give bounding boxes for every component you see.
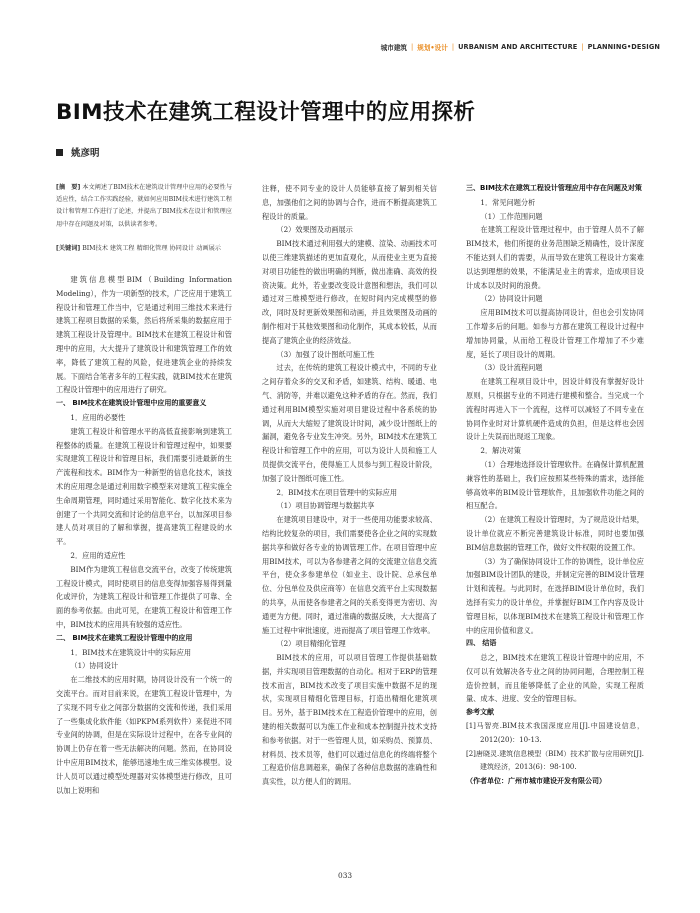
running-header bbox=[381, 40, 660, 54]
paragraph: 2．BIM技术在项目管理中的实际应用 bbox=[276, 487, 398, 497]
paragraph: 1．应用的必要性 bbox=[70, 412, 126, 422]
section-heading: 三、BIM技术在建筑工程设计管理应用中存在问题及对策 bbox=[466, 184, 642, 192]
paragraph: 在建筑项目建设中，对于一些使用功能要求较高、结构比较复杂的项目，我们需要使各企业之间的实现数据共享和做好各专业的协调管理工作。在项目管理中应用BIM技术，可以为各参建者之间的交流建立信息交流平台，使众多参建单位（如业主、设计院、总承包单位、分包单位及供应商等）在信息交流平台上实现数据的共享，从而使各参建者之间的关系变得更为密切、沟通更为方便。同时，通过准确的数据反映，大大提高了施工过程中审批速度，进而提高了项目管理工作效率。 bbox=[262, 515, 437, 635]
header-section-en: URBANISM AND ARCHITECTURE bbox=[458, 43, 578, 51]
header-section-cn: 城市建筑 bbox=[380, 44, 408, 52]
paragraph: 在建筑工程设计管理过程中，由于管理人员不了解BIM技术，他们所提的业务范围缺乏精确性，设计深度不能达到人们的需要，从而导致在建筑工程设计方案难以达到理想的效果，不能满足业主的需求，造成项目设计成本以及时间的浪费。 bbox=[466, 225, 644, 290]
column-left-body bbox=[56, 273, 232, 797]
paragraph: 2．解决对策 bbox=[480, 446, 521, 456]
author-name: 姚彦明 bbox=[71, 148, 100, 159]
header-separator: | bbox=[411, 43, 414, 51]
header-separator: | bbox=[451, 43, 455, 51]
abstract bbox=[56, 182, 232, 231]
paragraph: （2）在建筑工程设计管理时，为了规范设计结果，设计单位就应不断完善建筑设计标准，同时也要加强BIM信息数据的管理工作，做好文件权限的设置工作。 bbox=[466, 515, 644, 552]
paragraph: （2）协同设计问题 bbox=[480, 294, 543, 304]
reference-item: [1]马智亮.BIM技术我国深度应用[J].中国建设信息，2012(20)：10-13. bbox=[466, 722, 644, 744]
paragraph: 1．常见问题分析 bbox=[480, 197, 536, 207]
paragraph: 建筑工程设计和管理水平的高低直接影响到建筑工程整体的质量。在建筑工程设计和管理过程中，如果要实现建筑工程设计和管理目标，我们需要引进最新的生产流程和技术。BIM作为一种新型的信息化技术，该技术的应用理念是通过利用数字模型来对建筑工程实施全生命周期管理，同时通过采用智能化、数字化技术来为创建了一个共同交流和讨论的信息平台，以加深项目参建人员对项目的了解和掌握，提高建筑工程建设的水平。 bbox=[56, 426, 232, 547]
author-line bbox=[56, 145, 100, 159]
paragraph: 在二维技术的应用时期，协同设计没有一个统一的交流平台。而对目前来说，在建筑工程设计管理中，为了实现不同专业之间部分数据的交流和传递，我们采用了一些集成化软件能（如PKPM系列软件）来促进不同专业间的协调，但是在实际设计过程中，在各专业间的协调上仍存在着一些无法解决的问题。然而，在协同设计中应用BIM技术，能够迅速地生成三维实体模型。设计人员可以通过模型处理器对实体模型进行修改，且可以加上说明和 bbox=[56, 675, 232, 795]
reference-item: [2]唐晓灵.建筑信息模型（BIM）技术扩散与应用研究[J].建筑经济，2013(6)：98-100. bbox=[466, 749, 644, 772]
paragraph: （3）为了确保协同设计工作的协调性，设计单位应加强BIM设计团队的建设，并制定完善的BIM设计管理计划和流程。与此同时，在选择BIM设计单位时，我们选择有实力的设计单位，并掌握好BIM工作内容及设计管理目标，以体现BIM技术在建筑工程设计和管理工作中的应用价值和意义。 bbox=[466, 556, 644, 635]
paragraph: （1）工作范围问题 bbox=[480, 211, 543, 221]
article-title: BIM技术在建筑工程设计管理中的应用探析 bbox=[56, 100, 476, 125]
references-title: 参考文献 bbox=[466, 708, 494, 717]
paragraph: （2）效果图及动画展示 bbox=[276, 225, 353, 235]
paragraph: （3）加强了设计图纸可施工性 bbox=[276, 349, 375, 359]
keywords bbox=[56, 243, 232, 255]
paragraph: 过去，在传统的建筑工程设计模式中，不同的专业之间存着众多的交叉和矛盾，如建筑、结构、暖通、电气、消防等，并难以避免这种矛盾的存在。然而，我们通过利用BIM模型实施对项目建设过程中各系统的协调，从而大大缩短了建筑设计时间，减少设计图纸上的漏洞，避免各专业发生冲突。另外，BIM技术在建筑工程设计和管理工作中的应用，可以为设计人员和施工人员提供交流平台，使得施工人员参与到工程设计阶段，加强了设计图纸可施工性。 bbox=[262, 363, 437, 483]
paragraph: 注释，使不同专业的设计人员能够直接了解到相关信息，加强他们之间的协调与合作，进而不断提高建筑工程设计的质量。 bbox=[262, 184, 437, 221]
paragraph: （1）项目协调管理与数据共享 bbox=[276, 501, 375, 511]
keywords-text: BIM技术 建筑工程 精细化管理 协同设计 动画展示 bbox=[82, 244, 221, 252]
section-heading: 四、 结语 bbox=[466, 639, 497, 648]
references-list bbox=[466, 720, 644, 775]
paragraph: （1）协同设计 bbox=[70, 661, 119, 671]
author-affiliation: （作者单位：广州市城市建设开发有限公司） bbox=[466, 777, 606, 786]
section-heading: 二、 BIM技术在建筑工程设计管理中的应用 bbox=[56, 633, 193, 642]
paragraph: （1）合理地选择设计管理软件。在确保计算机配置兼容性的基础上，我们应按照某些特殊的需求，选择能够高效率的BIM设计管理软件，且加强软件功能之间的相互配合。 bbox=[466, 459, 644, 511]
paragraph: 总之，BIM技术在建筑工程设计管理中的应用，不仅可以有效解决各专业之间的协同问题，合理控制工程造价控制，而且能够降低了企业的风险，实现工程质量、成本、进度、安全的管理目标。 bbox=[466, 653, 644, 704]
paragraph: BIM技术通过利用强大的建模、渲染、动画技术可以使三维建筑描述的更加直观化，从而使业主更为直接对项目功能性的做出明确的判断，做出准确、高效的投资决策。此外，若业要改变设计意图和想法，我们可以通过对三维模型进行修改，在短时间内完成模型的修改，同时及时更新效果图和动画，并且效果图及动画的制作相对于其他效果图和动化制作，其成本较低，从而提高了建筑企业的经济效益。 bbox=[262, 239, 437, 345]
column-right-body bbox=[466, 182, 644, 706]
page-number: 033 bbox=[338, 871, 353, 880]
paragraph: BIM作为建筑工程信息交流平台，改变了传统建筑工程设计模式，同时使项目的信息变得加强容易得到量化或评价，为建筑工程设计和管理工作提供了可靠、全面的参考依据。由此可见，在建筑工程设计和管理工作中，BIM技术的应用具有较强的适应性。 bbox=[56, 564, 232, 629]
header-separator: | bbox=[581, 43, 584, 51]
paragraph: 应用BIM技术可以提高协同设计，但也会引发协同工作增多后的问题。如参与方都在建筑工程设计过程中增加协同量，从而给工程设计管理工作增加了不少难度，延长了项目设计的周期。 bbox=[466, 308, 644, 359]
column-middle bbox=[262, 182, 437, 789]
paragraph: 2．应用的适应性 bbox=[70, 550, 126, 560]
square-bullet-icon bbox=[56, 149, 63, 156]
paragraph: （3）设计流程问题 bbox=[480, 363, 543, 373]
paragraph: BIM技术的应用，可以项目管理工作提供基础数据，并实现项目管理数据的自动化。相对于ERP的管理技术而言，BIM技术改变了项目实施中数据不足的现状，实现项目精细化管理目标，打造出精细化建筑项目。另外，基于BIM技术在工程造价管理中的应用，创建的相关数据可以为施工作业和成本控制提升技术支持和参考依据。对于一些管理人员，如采购员、预算员、材料员、技术员等，他们可以通过信息化的终端将整个工程造价信息调超来，确保了各种信息数据的准确性和真实性，以方便人们的调用。 bbox=[262, 653, 437, 787]
section-heading: 一、 BIM技术在建筑设计管理中应用的重要意义 bbox=[56, 399, 207, 408]
column-left bbox=[56, 182, 232, 797]
paragraph: 建筑信息模型BIM（Building Information Modeling），作为一项新型的技术，广泛应用于建筑工程设计和管理工作当中，它是通过利用三维技术来进行建筑工程项目数据的采集，然后将所采集的数据应用于建筑工程设计及管理中。BIM技术在建筑工程设计和管理中的应用，大大提升了建筑设计和建筑管理工作的效率，降低了建筑工程的风险，促进建筑企业的持续发展。下面结合笔者多年的工程实践，就BIM技术在建筑工程设计管理中的应用进行了研究。 bbox=[56, 275, 232, 395]
header-plan-en: PLANNING•DESIGN bbox=[587, 43, 660, 51]
header-plan-cn: 规划•设计 bbox=[417, 44, 448, 52]
column-right bbox=[466, 182, 644, 789]
keywords-label: [关键词] bbox=[56, 244, 81, 252]
paragraph: 在建筑工程项目设计中，因设计师没有掌握好设计原则，只根据专业的不同进行建模和整合。当完成一个流程时再进入下一个流程，这样可以减轻了不同专业在协同作业时对计算机硬件造成的负担，但是这样也会因设计上失误而出现返工现象。 bbox=[466, 377, 644, 442]
abstract-text: 本文阐述了BIM技术在建筑设计管理中应用的必要性与适应性，结合工作实践经验，就如何应用BIM技术进行建筑工程设计和管理工作进行了论述，并提出了BIM技术在设计和管理应用中存在问题及对策，以供读者参考。 bbox=[56, 184, 233, 228]
paragraph: （2）项目精细化管理 bbox=[276, 639, 346, 649]
abstract-label: [摘 要] bbox=[56, 184, 81, 191]
column-middle-body bbox=[262, 182, 437, 789]
paragraph: 1．BIM技术在建筑设计中的实际应用 bbox=[70, 647, 192, 657]
